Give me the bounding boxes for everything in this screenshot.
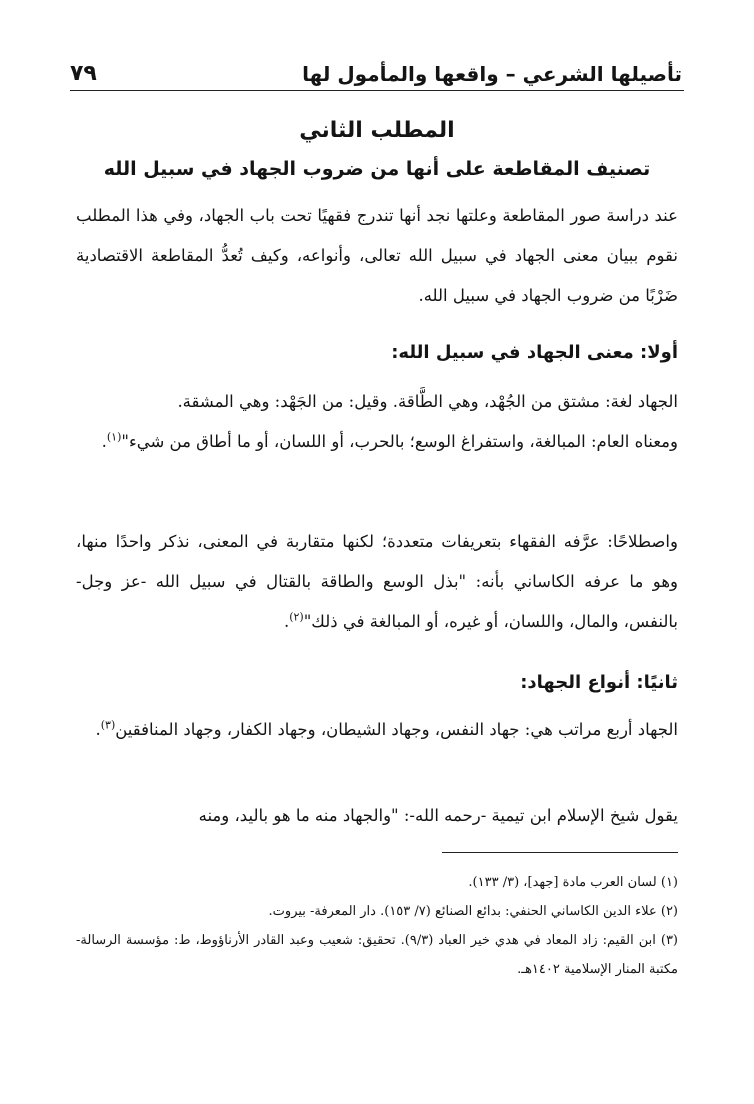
heading-meaning-of-jihad: أولا: معنى الجهاد في سبيل الله: — [391, 342, 678, 363]
section-title: المطلب الثاني — [299, 118, 455, 143]
ibn-taymiyyah-quote: يقول شيخ الإسلام ابن تيمية -رحمه الله-: "والجهاد منه ما هو باليد، ومنه — [198, 806, 678, 825]
footnotes — [76, 868, 678, 984]
footnote-3: (٣) ابن القيم: زاد المعاد في هدي خير العباد (٩/٣). تحقيق: شعيب وعبد القادر الأرناؤوط، ط: مؤسسة الرسالة- مكتبة المنار الإسلامية ١٤٠٢هـ. — [76, 933, 678, 977]
footnote-ref-3: (٣) — [100, 718, 116, 732]
types-paragraph-text: الجهاد أربع مراتب هي: جهاد النفس، وجهاد الشيطان، وجهاد الكفار، وجهاد المنافقين — [115, 720, 678, 739]
running-title: تأصيلها الشرعي – واقعها والمأمول لها — [302, 62, 682, 86]
definition-general-text: ومعناه العام: المبالغة، واستفراغ الوسع؛ بالحرب، أو اللسان، أو ما أطاق من شيء" — [121, 432, 678, 451]
definition-technical-text: واصطلاحًا: عرَّفه الفقهاء بتعريفات متعددة؛ لكنها متقاربة في المعنى، نذكر واحدًا منها، وهو ما عرفه الكاساني بأنه: "بذل الوسع والطاقة بالقتال في سبيل الله -عز وجل- بالنفس، والمال، واللسان، أو غيره، أو المبالغة في ذلك" — [76, 532, 678, 631]
footnote-2: (٢) علاء الدين الكاساني الحنفي: بدائع الصنائع (٧/ ١٥٣). دار المعرفة- بيروت. — [268, 904, 678, 919]
footnote-ref-1: (١) — [106, 430, 122, 444]
definition-general-end: . — [101, 432, 107, 451]
definition-linguistic: الجهاد لغة: مشتق من الجُهْد، وهي الطَّاقة. وقيل: من الجَهْد: وهي المشقة. — [177, 392, 678, 411]
heading-types-of-jihad: ثانيًا: أنواع الجهاد: — [520, 672, 678, 693]
definition-technical — [76, 522, 678, 642]
intro-paragraph: عند دراسة صور المقاطعة وعلتها نجد أنها تندرج فقهيًا تحت باب الجهاد، وفي هذا المطلب نقوم ببيان معنى الجهاد في سبيل الله تعالى، وأنواعه، وكيف تُعدُّ المقاطعة الاقتصادية ضَرْبًا من ضروب الجهاد في سبيل الله. — [76, 206, 678, 305]
footnote-divider — [442, 852, 678, 853]
footnote-1: (١) لسان العرب مادة [جهد]، (٣/ ١٣٣). — [468, 875, 678, 890]
running-header — [70, 52, 682, 86]
section-subtitle: تصنيف المقاطعة على أنها من ضروب الجهاد في سبيل الله — [103, 158, 651, 180]
definition-technical-end: . — [283, 612, 290, 631]
footnote-ref-2: (٢) — [289, 610, 304, 624]
definition-general — [76, 422, 678, 462]
types-paragraph — [76, 710, 678, 750]
header-divider — [70, 90, 684, 91]
types-paragraph-end: . — [95, 720, 101, 739]
page-number: ٧٩ — [70, 61, 97, 86]
